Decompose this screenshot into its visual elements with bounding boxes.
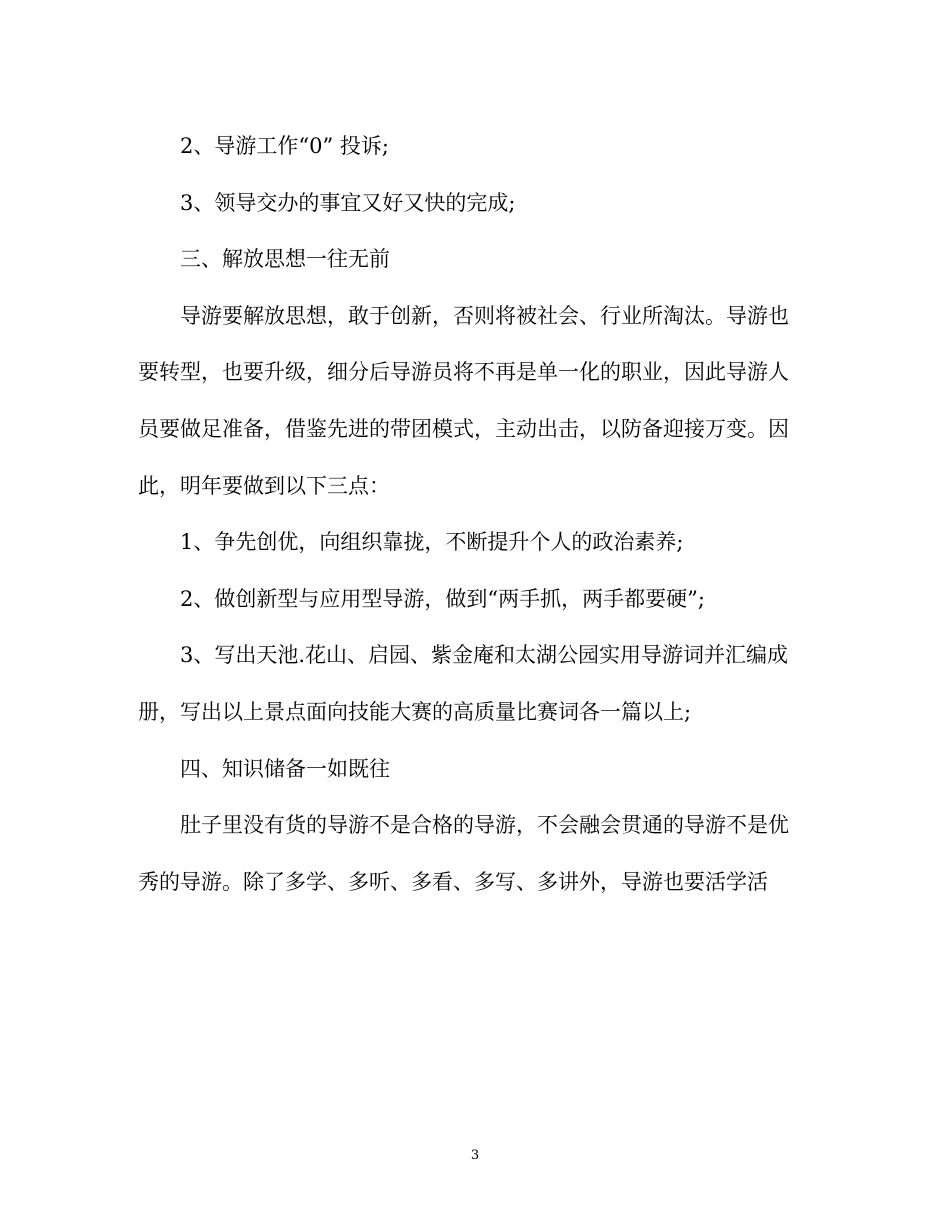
text-line: 3、领导交办的事宜又好又快的完成;: [180, 190, 516, 215]
text-line: 册，写出以上景点面向技能大赛的高质量比赛词各一篇以上;: [138, 699, 692, 724]
text-line: 员要做足准备，借鉴先进的带团模式，主动出击，以防备迎接万变。因: [138, 416, 789, 441]
text-line: 导游要解放思想，敢于创新，否则将被社会、行业所淘汰。导游也: [180, 303, 789, 328]
body-text: [138, 118, 818, 910]
list-item: 1、争先创优，向组织靠拢，不断提升个人的政治素养;: [180, 530, 684, 555]
list-item: 3、写出天池.花山、启园、紫金庵和太湖公园实用导游词并汇编成: [180, 643, 789, 668]
text-line: 秀的导游。除了多学、多听、多看、多写、多讲外，导游也要活学活: [138, 869, 768, 894]
text-line: 要转型，也要升级，细分后导游员将不再是单一化的职业，因此导游人: [138, 360, 789, 385]
text-line: 此，明年要做到以下三点：: [138, 473, 390, 498]
page-number: 3: [470, 1148, 480, 1163]
text-line: 2、导游工作“0” 投诉;: [180, 134, 389, 158]
section-heading: 四、知识储备一如既往: [180, 756, 390, 781]
section-heading: 三、解放思想一往无前: [180, 247, 390, 272]
list-item: 2、做创新型与应用型导游，做到“两手抓，两手都要硬”;: [180, 586, 705, 611]
text-line: 肚子里没有货的导游不是合格的导游，不会融会贯通的导游不是优: [180, 813, 789, 838]
